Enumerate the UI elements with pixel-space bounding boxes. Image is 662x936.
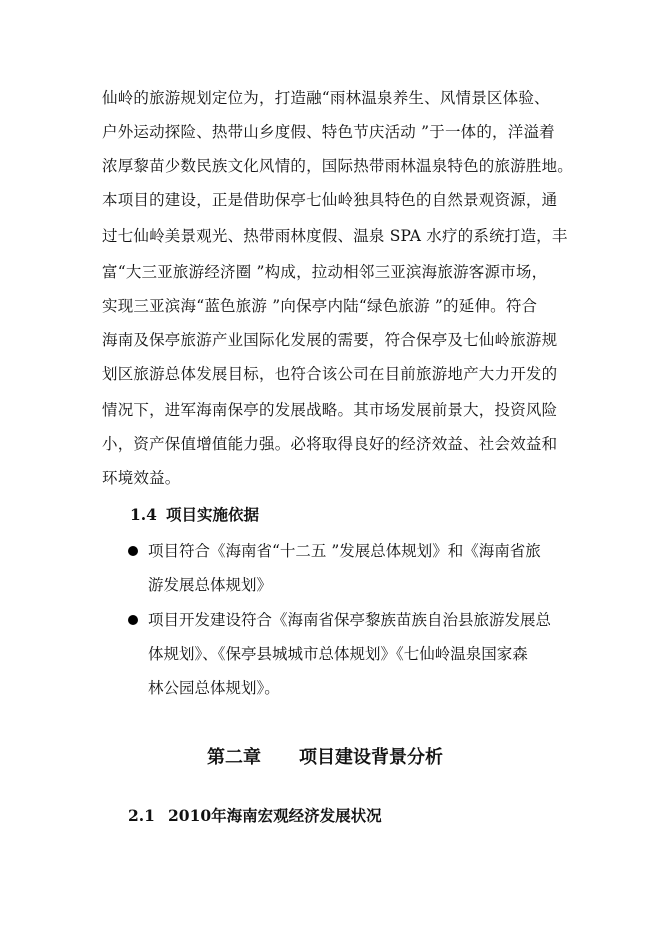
chapter-title [207,747,443,769]
paragraph-line: 海南及保亭旅游产业国际化发展的需要，符合保亭及七仙岭旅游规 [102,331,558,349]
section-title: 2010年海南宏观经济发展状况 [168,806,382,825]
bullet-line: 项目开发建设符合《海南省保亭黎族苗族自治县旅游发展总 [148,611,552,629]
paragraph-line: 富“大三亚旅游经济圈 ”构成，拉动相邻三亚滨海旅游客源市场， [102,263,548,281]
section-title: 项目实施依据 [166,505,260,524]
paragraph-line: 划区旅游总体发展目标，也符合该公司在目前旅游地产大力开发的 [102,365,558,383]
bullet-line: 林公园总体规划》。 [148,679,280,697]
bullet-line: 体规划》、《保亭县城城市总体规划》《七仙岭温泉国家森 [148,645,528,663]
paragraph-line: 仙岭的旅游规划定位为，打造融“雨林温泉养生、风情景区体验、 [102,89,550,107]
bullet-dot-icon [128,546,138,556]
bullet-line: 项目符合《海南省“十二五 ”发展总体规划》和《海南省旅 [148,542,541,560]
paragraph-line: 情况下，进军海南保亭的发展战略。其市场发展前景大，投资风险 [102,401,558,419]
section-heading-1-4 [130,505,259,525]
paragraph-line: 本项目的建设，正是借助保亭七仙岭独具特色的自然景观资源，通 [102,191,558,209]
paragraph-line: 过七仙岭美景观光、热带雨林度假、温泉 SPA 水疗的系统打造，丰 [102,227,568,245]
chapter-name: 项目建设背景分析 [299,747,443,768]
section-heading-2-1 [128,806,382,826]
section-number: 1.4 [130,505,157,524]
bullet-line: 游发展总体规划》 [148,576,273,594]
chapter-number: 第二章 [207,747,261,768]
paragraph-line: 环境效益。 [102,469,181,487]
section-number: 2.1 [128,806,155,825]
paragraph-line: 浓厚黎苗少数民族文化风情的，国际热带雨林温泉特色的旅游胜地。 [102,157,574,175]
paragraph-line: 实现三亚滨海“蓝色旅游 ”向保亭内陆“绿色旅游 ”的延伸。符合 [102,297,538,315]
paragraph-line: 户外运动探险、热带山乡度假、特色节庆活动 ”于一体的，洋溢着 [102,123,555,141]
paragraph-line: 小，资产保值增值能力强。必将取得良好的经济效益、社会效益和 [102,435,558,453]
bullet-dot-icon [128,615,138,625]
